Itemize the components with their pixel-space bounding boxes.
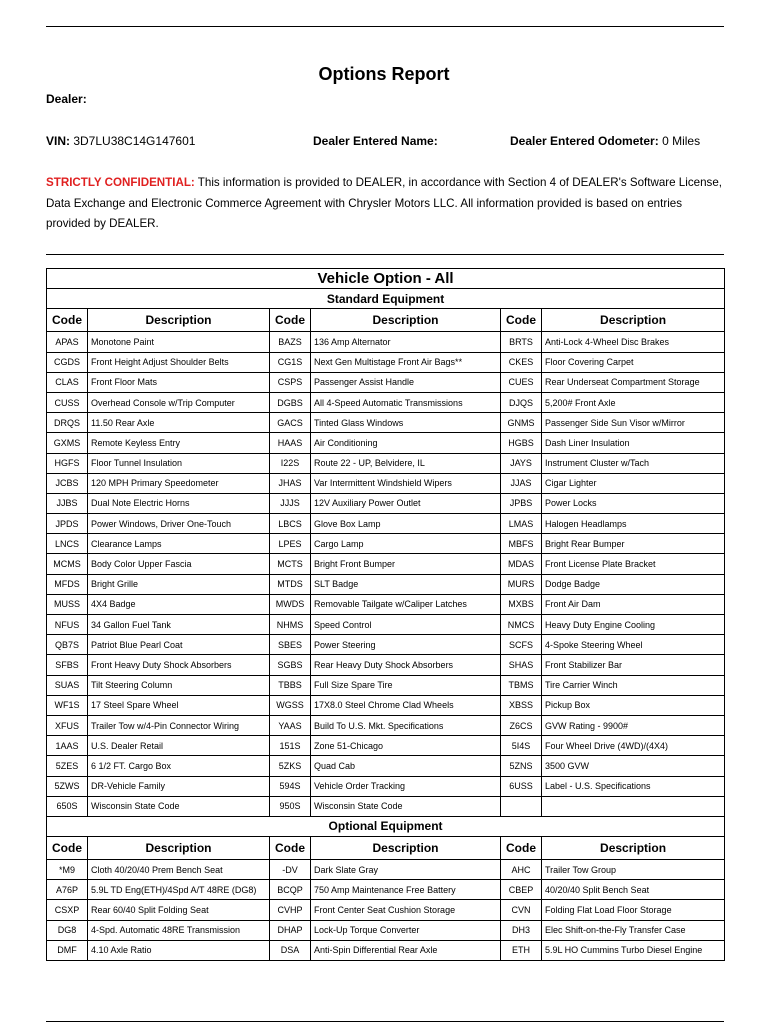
option-code: MDAS xyxy=(501,554,542,574)
standard-equipment-row xyxy=(47,514,725,534)
option-code: CBEP xyxy=(501,880,542,900)
option-code: DMF xyxy=(47,940,88,960)
option-description: Next Gen Multistage Front Air Bags** xyxy=(311,352,501,372)
option-code: MBFS xyxy=(501,534,542,554)
option-code: MWDS xyxy=(270,594,311,614)
option-description: SLT Badge xyxy=(311,574,501,594)
option-code: WGSS xyxy=(270,695,311,715)
option-code: DHAP xyxy=(270,920,311,940)
option-description: Power Locks xyxy=(542,493,725,513)
option-code: MXBS xyxy=(501,594,542,614)
option-code: CLAS xyxy=(47,372,88,392)
option-code: DGBS xyxy=(270,392,311,412)
option-description: Remote Keyless Entry xyxy=(88,433,270,453)
option-description: Anti-Spin Differential Rear Axle xyxy=(311,940,501,960)
option-code: 950S xyxy=(270,796,311,816)
option-code: MFDS xyxy=(47,574,88,594)
option-description: Overhead Console w/Trip Computer xyxy=(88,392,270,412)
option-code: 151S xyxy=(270,736,311,756)
confidential-label: STRICTLY CONFIDENTIAL: xyxy=(46,176,195,189)
option-code: CG1S xyxy=(270,352,311,372)
option-code: 1AAS xyxy=(47,736,88,756)
option-code: LBCS xyxy=(270,514,311,534)
option-description: 5.9L TD Eng(ETH)/4Spd A/T 48RE (DG8) xyxy=(88,880,270,900)
option-description: 4X4 Badge xyxy=(88,594,270,614)
option-code: CSPS xyxy=(270,372,311,392)
option-code: 5I4S xyxy=(501,736,542,756)
option-code: *M9 xyxy=(47,860,88,880)
option-code: SBES xyxy=(270,635,311,655)
option-code: DRQS xyxy=(47,413,88,433)
option-description: 5.9L HO Cummins Turbo Diesel Engine xyxy=(542,940,725,960)
option-description: Patriot Blue Pearl Coat xyxy=(88,635,270,655)
option-code: SGBS xyxy=(270,655,311,675)
option-description: Cargo Lamp xyxy=(311,534,501,554)
option-code: GNMS xyxy=(501,413,542,433)
option-code: MURS xyxy=(501,574,542,594)
option-code: LMAS xyxy=(501,514,542,534)
option-code: CUES xyxy=(501,372,542,392)
option-code: GACS xyxy=(270,413,311,433)
option-description: Body Color Upper Fascia xyxy=(88,554,270,574)
option-code: 5ZWS xyxy=(47,776,88,796)
option-description: 120 MPH Primary Speedometer xyxy=(88,473,270,493)
option-description: Front Stabilizer Bar xyxy=(542,655,725,675)
option-description: Clearance Lamps xyxy=(88,534,270,554)
standard-equipment-row xyxy=(47,554,725,574)
option-description: Heavy Duty Engine Cooling xyxy=(542,615,725,635)
standard-equipment-row xyxy=(47,453,725,473)
option-description: 17X8.0 Steel Chrome Clad Wheels xyxy=(311,695,501,715)
option-code: MCMS xyxy=(47,554,88,574)
option-description: Front Heavy Duty Shock Absorbers xyxy=(88,655,270,675)
option-code: CVN xyxy=(501,900,542,920)
option-description: DR-Vehicle Family xyxy=(88,776,270,796)
option-description: 34 Gallon Fuel Tank xyxy=(88,615,270,635)
option-code: LNCS xyxy=(47,534,88,554)
option-code: JPDS xyxy=(47,514,88,534)
confidential-text: This information is provided to DEALER, in accordance with Section 4 of DEALER's Software License, Data Exchange and Electronic Commerce Agreement with Chrysler Motors LLC. All information provided is based on entries provided by DEALER. xyxy=(46,176,722,230)
option-code: MUSS xyxy=(47,594,88,614)
option-description: Rear 60/40 Split Folding Seat xyxy=(88,900,270,920)
option-code: QB7S xyxy=(47,635,88,655)
option-code: 6USS xyxy=(501,776,542,796)
option-code: ETH xyxy=(501,940,542,960)
option-description: Speed Control xyxy=(311,615,501,635)
option-description: 4-Spoke Steering Wheel xyxy=(542,635,725,655)
option-description: Pickup Box xyxy=(542,695,725,715)
standard-equipment-row xyxy=(47,695,725,715)
option-description: Dodge Badge xyxy=(542,574,725,594)
option-description: Bright Grille xyxy=(88,574,270,594)
option-code: HAAS xyxy=(270,433,311,453)
option-description: 6 1/2 FT. Cargo Box xyxy=(88,756,270,776)
table-title: Vehicle Option - All xyxy=(47,269,725,289)
option-code: TBMS xyxy=(501,675,542,695)
odometer-value: 0 Miles xyxy=(662,134,701,148)
vin-label: VIN: xyxy=(46,134,70,148)
option-description: Front License Plate Bracket xyxy=(542,554,725,574)
standard-equipment-row xyxy=(47,796,725,816)
code-header: Code xyxy=(47,837,88,860)
standard-equipment-row xyxy=(47,392,725,412)
option-code: SCFS xyxy=(501,635,542,655)
option-description: Front Air Dam xyxy=(542,594,725,614)
option-code: HGBS xyxy=(501,433,542,453)
standard-equipment-row xyxy=(47,352,725,372)
standard-equipment-row xyxy=(47,776,725,796)
option-code: AHC xyxy=(501,860,542,880)
option-code: JHAS xyxy=(270,473,311,493)
dealer-entered-odometer xyxy=(510,134,700,148)
optional-equipment-title: Optional Equipment xyxy=(47,816,725,836)
option-description: Vehicle Order Tracking xyxy=(311,776,501,796)
option-code: BAZS xyxy=(270,332,311,352)
code-header: Code xyxy=(270,309,311,332)
option-description: Trailer Tow w/4-Pin Connector Wiring xyxy=(88,715,270,735)
option-code: YAAS xyxy=(270,715,311,735)
option-code: APAS xyxy=(47,332,88,352)
option-code: I22S xyxy=(270,453,311,473)
option-description: 4-Spd. Automatic 48RE Transmission xyxy=(88,920,270,940)
option-description: Removable Tailgate w/Caliper Latches xyxy=(311,594,501,614)
option-code: TBBS xyxy=(270,675,311,695)
section-rule xyxy=(46,254,724,255)
optional-header-row xyxy=(47,837,725,860)
option-code: JJBS xyxy=(47,493,88,513)
standard-equipment-row xyxy=(47,473,725,493)
vin-row xyxy=(46,134,724,150)
description-header: Description xyxy=(542,309,725,332)
option-description: 136 Amp Alternator xyxy=(311,332,501,352)
option-description: Elec Shift-on-the-Fly Transfer Case xyxy=(542,920,725,940)
option-code: BRTS xyxy=(501,332,542,352)
option-code: DG8 xyxy=(47,920,88,940)
option-code xyxy=(501,796,542,816)
option-code: DJQS xyxy=(501,392,542,412)
option-code: JJAS xyxy=(501,473,542,493)
code-header: Code xyxy=(47,309,88,332)
option-description: 3500 GVW xyxy=(542,756,725,776)
option-code: 5ZES xyxy=(47,756,88,776)
description-header: Description xyxy=(542,837,725,860)
description-header: Description xyxy=(88,309,270,332)
standard-equipment-row xyxy=(47,372,725,392)
option-description: Tinted Glass Windows xyxy=(311,413,501,433)
option-description: Rear Heavy Duty Shock Absorbers xyxy=(311,655,501,675)
option-description: Passenger Assist Handle xyxy=(311,372,501,392)
option-description: Trailer Tow Group xyxy=(542,860,725,880)
option-code: JJJS xyxy=(270,493,311,513)
option-description: Bright Front Bumper xyxy=(311,554,501,574)
option-description: Wisconsin State Code xyxy=(88,796,270,816)
option-description: Halogen Headlamps xyxy=(542,514,725,534)
standard-equipment-row xyxy=(47,493,725,513)
standard-equipment-row xyxy=(47,534,725,554)
vehicle-options-table xyxy=(46,268,725,961)
option-description xyxy=(542,796,725,816)
option-description: Front Floor Mats xyxy=(88,372,270,392)
standard-equipment-row xyxy=(47,635,725,655)
option-code: CKES xyxy=(501,352,542,372)
description-header: Description xyxy=(311,837,501,860)
option-code: DSA xyxy=(270,940,311,960)
option-description: Front Height Adjust Shoulder Belts xyxy=(88,352,270,372)
option-description: GVW Rating - 9900# xyxy=(542,715,725,735)
option-code: NHMS xyxy=(270,615,311,635)
option-description: Full Size Spare Tire xyxy=(311,675,501,695)
option-description: Dash Liner Insulation xyxy=(542,433,725,453)
standard-equipment-title: Standard Equipment xyxy=(47,289,725,309)
option-code: -DV xyxy=(270,860,311,880)
option-code: XFUS xyxy=(47,715,88,735)
option-description: Monotone Paint xyxy=(88,332,270,352)
option-description: Passenger Side Sun Visor w/Mirror xyxy=(542,413,725,433)
option-code: GXMS xyxy=(47,433,88,453)
option-description: Dual Note Electric Horns xyxy=(88,493,270,513)
confidentiality-notice xyxy=(46,173,726,235)
option-description: Wisconsin State Code xyxy=(311,796,501,816)
option-description: Folding Flat Load Floor Storage xyxy=(542,900,725,920)
optional-equipment-row xyxy=(47,880,725,900)
option-description: 11.50 Rear Axle xyxy=(88,413,270,433)
top-rule xyxy=(46,26,724,27)
option-description: Tire Carrier Winch xyxy=(542,675,725,695)
option-description: Lock-Up Torque Converter xyxy=(311,920,501,940)
option-code: JAYS xyxy=(501,453,542,473)
option-description: Front Center Seat Cushion Storage xyxy=(311,900,501,920)
option-description: Anti-Lock 4-Wheel Disc Brakes xyxy=(542,332,725,352)
option-code: BCQP xyxy=(270,880,311,900)
option-description: Power Windows, Driver One-Touch xyxy=(88,514,270,534)
option-code: LPES xyxy=(270,534,311,554)
odometer-label: Dealer Entered Odometer: xyxy=(510,134,659,148)
option-code: CGDS xyxy=(47,352,88,372)
option-code: HGFS xyxy=(47,453,88,473)
option-description: Quad Cab xyxy=(311,756,501,776)
page-title: Options Report xyxy=(318,64,450,84)
option-description: Bright Rear Bumper xyxy=(542,534,725,554)
option-description: 12V Auxiliary Power Outlet xyxy=(311,493,501,513)
optional-equipment-row xyxy=(47,860,725,880)
option-description: Floor Covering Carpet xyxy=(542,352,725,372)
code-header: Code xyxy=(270,837,311,860)
optional-equipment-row xyxy=(47,940,725,960)
option-code: CSXP xyxy=(47,900,88,920)
option-code: NMCS xyxy=(501,615,542,635)
option-code: CVHP xyxy=(270,900,311,920)
option-description: Tilt Steering Column xyxy=(88,675,270,695)
code-header: Code xyxy=(501,837,542,860)
optional-equipment-row xyxy=(47,920,725,940)
option-code: SUAS xyxy=(47,675,88,695)
option-description: Label - U.S. Specifications xyxy=(542,776,725,796)
code-header: Code xyxy=(501,309,542,332)
option-description: Dark Slate Gray xyxy=(311,860,501,880)
option-code: XBSS xyxy=(501,695,542,715)
option-description: Four Wheel Drive (4WD)/(4X4) xyxy=(542,736,725,756)
standard-equipment-row xyxy=(47,715,725,735)
option-description: Zone 51-Chicago xyxy=(311,736,501,756)
dealer-entered-name-label: Dealer Entered Name: xyxy=(313,134,438,148)
option-code: MCTS xyxy=(270,554,311,574)
option-code: 650S xyxy=(47,796,88,816)
dealer-label: Dealer: xyxy=(46,92,87,106)
option-code: 5ZNS xyxy=(501,756,542,776)
option-code: NFUS xyxy=(47,615,88,635)
option-description: Power Steering xyxy=(311,635,501,655)
option-description: U.S. Dealer Retail xyxy=(88,736,270,756)
option-code: JCBS xyxy=(47,473,88,493)
standard-equipment-row xyxy=(47,574,725,594)
option-code: JPBS xyxy=(501,493,542,513)
option-code: MTDS xyxy=(270,574,311,594)
option-description: Route 22 - UP, Belvidere, IL xyxy=(311,453,501,473)
option-description: 750 Amp Maintenance Free Battery xyxy=(311,880,501,900)
vin-value: 3D7LU38C14G147601 xyxy=(73,134,196,148)
standard-equipment-row xyxy=(47,675,725,695)
standard-equipment-row xyxy=(47,655,725,675)
option-code: WF1S xyxy=(47,695,88,715)
option-code: DH3 xyxy=(501,920,542,940)
option-description: Build To U.S. Mkt. Specifications xyxy=(311,715,501,735)
vin-field xyxy=(46,134,195,148)
standard-equipment-row xyxy=(47,736,725,756)
option-code: SHAS xyxy=(501,655,542,675)
bottom-rule xyxy=(46,1021,724,1022)
option-code: A76P xyxy=(47,880,88,900)
option-description: Air Conditioning xyxy=(311,433,501,453)
option-description: 5,200# Front Axle xyxy=(542,392,725,412)
option-description: Floor Tunnel Insulation xyxy=(88,453,270,473)
option-description: All 4-Speed Automatic Transmissions xyxy=(311,392,501,412)
description-header: Description xyxy=(311,309,501,332)
option-description: 4.10 Axle Ratio xyxy=(88,940,270,960)
description-header: Description xyxy=(88,837,270,860)
option-description: 40/20/40 Split Bench Seat xyxy=(542,880,725,900)
standard-equipment-row xyxy=(47,332,725,352)
standard-equipment-row xyxy=(47,594,725,614)
standard-header-row xyxy=(47,309,725,332)
standard-equipment-row xyxy=(47,756,725,776)
option-description: Var Intermittent Windshield Wipers xyxy=(311,473,501,493)
option-code: Z6CS xyxy=(501,715,542,735)
optional-equipment-row xyxy=(47,900,725,920)
standard-equipment-row xyxy=(47,413,725,433)
standard-equipment-row xyxy=(47,615,725,635)
option-description: Rear Underseat Compartment Storage xyxy=(542,372,725,392)
option-description: Glove Box Lamp xyxy=(311,514,501,534)
option-code: 594S xyxy=(270,776,311,796)
option-code: CUSS xyxy=(47,392,88,412)
option-code: SFBS xyxy=(47,655,88,675)
option-description: Instrument Cluster w/Tach xyxy=(542,453,725,473)
option-description: 17 Steel Spare Wheel xyxy=(88,695,270,715)
standard-equipment-row xyxy=(47,433,725,453)
option-description: Cloth 40/20/40 Prem Bench Seat xyxy=(88,860,270,880)
option-code: 5ZKS xyxy=(270,756,311,776)
option-description: Cigar Lighter xyxy=(542,473,725,493)
